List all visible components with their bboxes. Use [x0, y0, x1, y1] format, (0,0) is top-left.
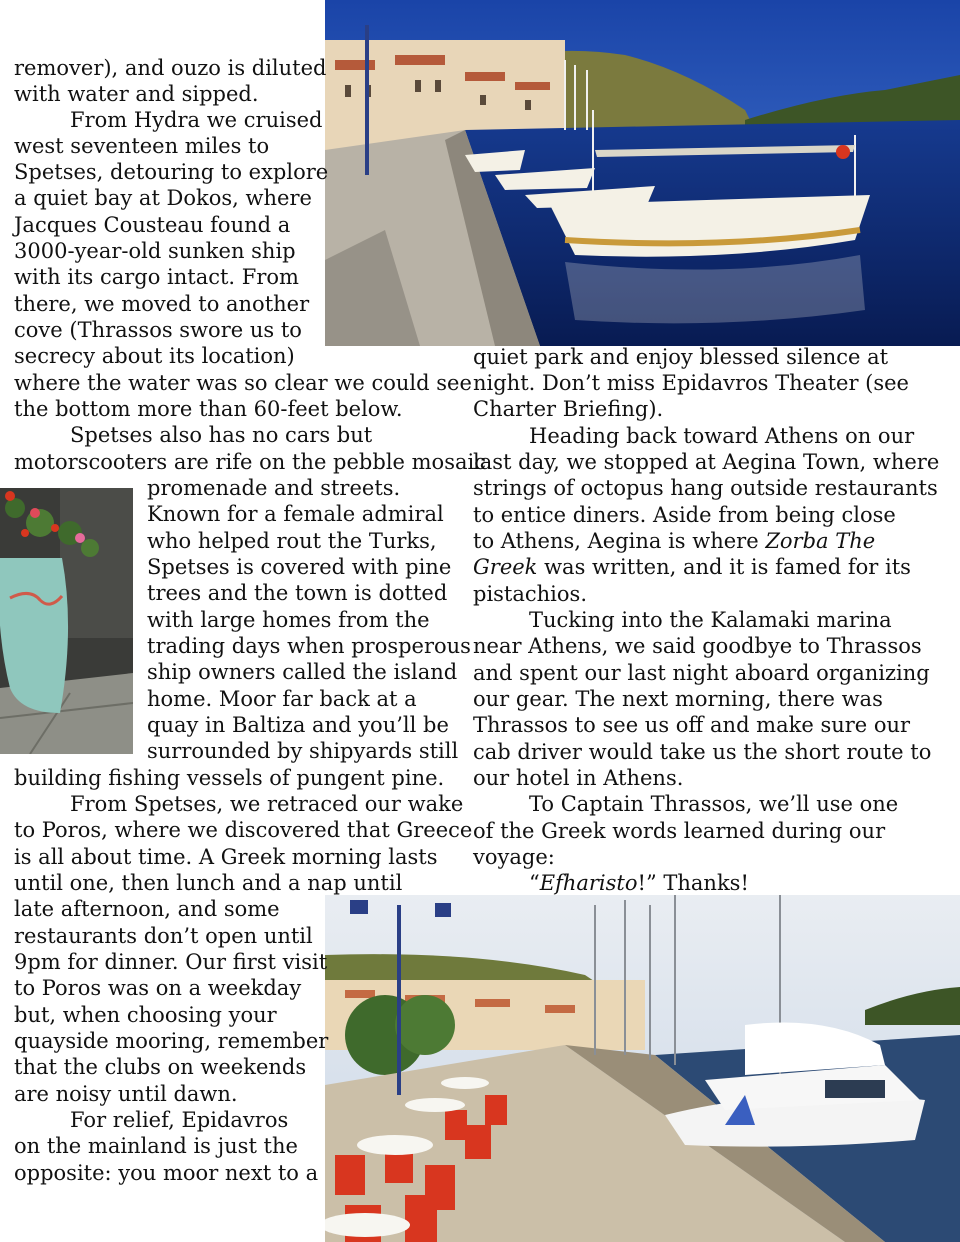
- left-column-line: trading days when prosperous: [147, 634, 471, 658]
- left-column-line: 3000-year-old sunken ship: [14, 239, 296, 263]
- left-column-line: until one, then lunch and a nap until: [14, 871, 403, 895]
- left-column-line: Spetses, detouring to explore: [14, 160, 329, 184]
- left-column-line: remover), and ouzo is diluted: [14, 56, 327, 80]
- left-column-line: west seventeen miles to: [14, 134, 270, 158]
- marina-cafe-image: [325, 895, 960, 1242]
- left-column-line: For relief, Epidavros: [70, 1108, 289, 1132]
- right-column-line: our gear. The next morning, there was: [473, 687, 883, 711]
- right-column-line: cab driver would take us the short route to: [473, 740, 932, 764]
- left-column-line: but, when choosing your: [14, 1003, 277, 1027]
- flower-pot-photo: [0, 488, 133, 754]
- left-column-line: there, we moved to another: [14, 292, 310, 316]
- left-column-line: home. Moor far back at a: [147, 687, 417, 711]
- right-column-line: strings of octopus hang outside restaurants: [473, 476, 938, 500]
- text-segment: was written, and it is famed for its: [537, 555, 911, 579]
- right-column-line: pistachios.: [473, 582, 587, 606]
- greek-word: Efharisto: [539, 871, 638, 895]
- book-title: Zorba The: [765, 529, 876, 553]
- left-column-line: quay in Baltiza and you’ll be: [147, 713, 449, 737]
- left-column-line: surrounded by shipyards still: [147, 739, 459, 763]
- left-column-line: is all about time. A Greek morning lasts: [14, 845, 438, 869]
- marina-photo: [325, 895, 960, 1242]
- left-column-line: that the clubs on weekends: [14, 1055, 307, 1079]
- right-column-line: quiet park and enjoy blessed silence at: [473, 345, 889, 369]
- left-column-line: quayside mooring, remember: [14, 1029, 329, 1053]
- left-column-line: building fishing vessels of pungent pine.: [14, 766, 445, 790]
- right-column-line: night. Don’t miss Epidavros Theater (see: [473, 371, 909, 395]
- right-column-line: [473, 528, 875, 554]
- right-column-line: to entice diners. Aside from being close: [473, 503, 896, 527]
- left-column-line: Spetses also has no cars but: [70, 423, 373, 447]
- text-segment: “: [529, 871, 540, 895]
- right-column-line: [473, 554, 911, 580]
- right-column-line: last day, we stopped at Aegina Town, where: [473, 450, 940, 474]
- left-column-line: are noisy until dawn.: [14, 1082, 238, 1106]
- right-column-line: voyage:: [473, 845, 555, 869]
- left-column-line: with large homes from the: [147, 608, 430, 632]
- text-segment: !” Thanks!: [637, 871, 749, 895]
- flower-pot-image: [0, 488, 133, 754]
- left-column-line: a quiet bay at Dokos, where: [14, 186, 312, 210]
- right-column-line: Heading back toward Athens on our: [529, 424, 915, 448]
- left-column-line: From Hydra we cruised: [70, 108, 323, 132]
- left-column-line: Known for a female admiral: [147, 502, 444, 526]
- left-column-line: From Spetses, we retraced our wake: [70, 792, 464, 816]
- left-column-line: with its cargo intact. From: [14, 265, 299, 289]
- left-column-line: who helped rout the Turks,: [147, 529, 437, 553]
- left-column-line: trees and the town is dotted: [147, 581, 448, 605]
- left-column-line: cove (Thrassos swore us to: [14, 318, 302, 342]
- right-column-line: Charter Briefing).: [473, 397, 664, 421]
- harbor-photo: [325, 0, 960, 346]
- book-title: Greek: [473, 555, 538, 579]
- left-column-line: on the mainland is just the: [14, 1134, 298, 1158]
- left-column-line: where the water was so clear we could see: [14, 371, 472, 395]
- left-column-line: restaurants don’t open until: [14, 924, 313, 948]
- right-column-line: our hotel in Athens.: [473, 766, 684, 790]
- left-column-line: Spetses is covered with pine: [147, 555, 452, 579]
- right-column-line: of the Greek words learned during our: [473, 819, 886, 843]
- left-column-line: Jacques Cousteau found a: [14, 213, 291, 237]
- left-column-line: motorscooters are rife on the pebble mosaic: [14, 450, 486, 474]
- left-column-line: the bottom more than 60-feet below.: [14, 397, 403, 421]
- right-column-line: and spent our last night aboard organizing: [473, 661, 930, 685]
- left-column-line: 9pm for dinner. Our first visit: [14, 950, 328, 974]
- text-segment: to Athens, Aegina is where: [473, 529, 766, 553]
- left-column-line: secrecy about its location): [14, 344, 295, 368]
- left-column-line: with water and sipped.: [14, 82, 259, 106]
- left-column-line: opposite: you moor next to a: [14, 1161, 319, 1185]
- left-column-line: to Poros was on a weekday: [14, 976, 302, 1000]
- left-column-line: promenade and streets.: [147, 476, 401, 500]
- right-column-line: Thrassos to see us off and make sure our: [473, 713, 911, 737]
- left-column-line: to Poros, where we discovered that Greece: [14, 818, 473, 842]
- right-column-line: To Captain Thrassos, we’ll use one: [529, 792, 899, 816]
- left-column-line: late afternoon, and some: [14, 897, 280, 921]
- right-column-line: near Athens, we said goodbye to Thrassos: [473, 634, 922, 658]
- right-column-line: [529, 870, 749, 896]
- harbor-boats-image: [325, 0, 960, 346]
- left-column-line: ship owners called the island: [147, 660, 458, 684]
- right-column-line: Tucking into the Kalamaki marina: [529, 608, 892, 632]
